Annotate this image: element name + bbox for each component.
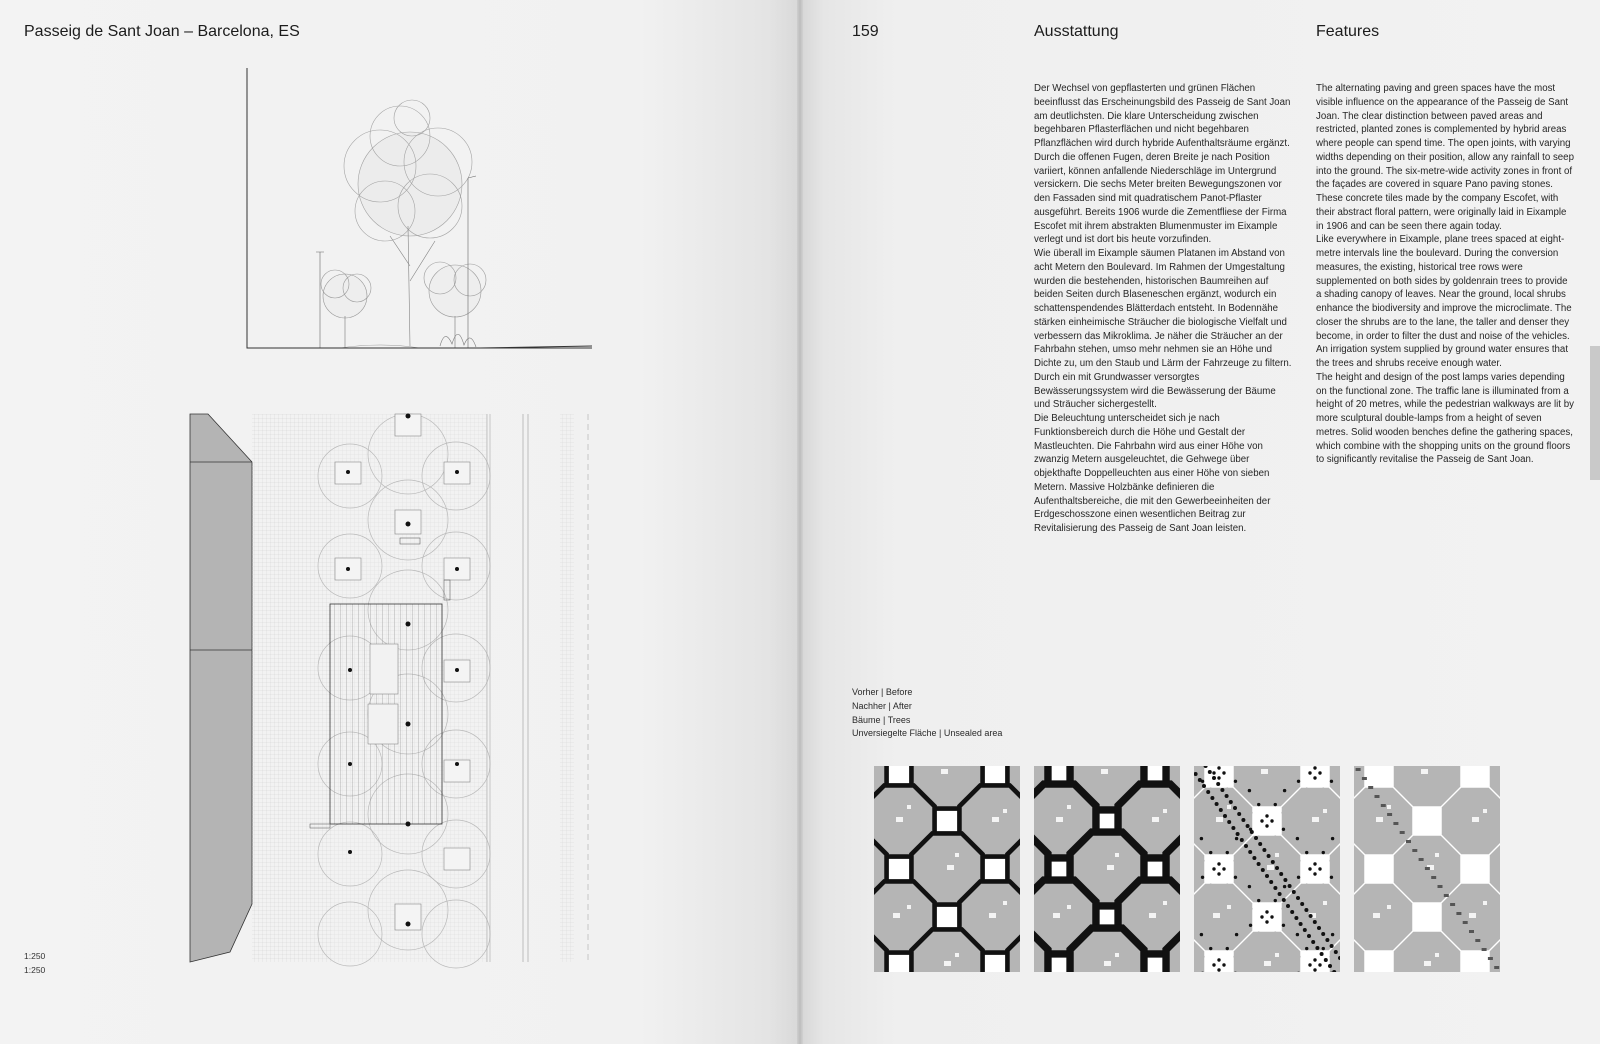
- tree-dot: [1320, 952, 1324, 956]
- paragraph: Like everywhere in Eixample, plane trees spaced at eight-metre intervals line the boulevard. During the conversion measures, the existing, historical tree rows were supplemented on both sides by goldenrain trees to provide a shading canopy of leaves. Near the ground, local shrubs enhance the biodiversity and improve the microclimate. The closer the shrubs are to the lane, the taller and denser they become, in order to filter the dust and noise of the vehicles. An irrigation system supplied by ground water ensures that the trees and shrubs receive enough water.: [1316, 234, 1572, 369]
- tree-dot: [1212, 867, 1215, 870]
- tree-dot: [1309, 914, 1313, 918]
- tree-dot: [1250, 830, 1254, 834]
- tree-dot: [1261, 868, 1265, 872]
- street-plan-drawing: [190, 414, 590, 974]
- unsealed-patch: [1494, 966, 1499, 969]
- paragraph: Der Wechsel von gepflasterten und grünen Flächen beeinflusst das Erscheinungsbild des Passeig de Sant Joan am deutlichsten. Die klare Unterscheidung zwischen begehbaren Pflasterflächen und nicht begehbaren Pflanzflächen wird durch hybride Aufenthaltsräume ergänzt. Durch die offenen Fugen, deren Breite je nach Position variiert, können anfallende Niederschläge im Untergrund versickern. Die sechs Meter breiten Bewegungszonen vor den Fassaden sind mit quadratischem Panot-Pflaster ausgeführt. Bereits 1906 wurde die Zementfliese der Firma Escofet mit ihrem abstrakten Blumenmuster im Eixample verlegt und ist dort bis heute vorzufinden.: [1034, 83, 1291, 246]
- tree-dot: [1265, 824, 1268, 827]
- tree-dot: [1219, 808, 1223, 812]
- unsealed-patch: [1444, 894, 1449, 897]
- tree-dot: [1222, 771, 1225, 774]
- unsealed-patch: [1368, 786, 1373, 789]
- tree-dot: [1241, 818, 1245, 822]
- tree-dot: [1286, 904, 1290, 908]
- tree-dot: [1292, 890, 1296, 894]
- paragraph: The alternating paving and green spaces have the most visible influence on the appearance of the Passeig de Sant Joan. The clear distinction between paved areas and restricted, planted zones is complemented by hybrid areas where people can spend time. The open joints, with varying widths depending on their position, allow any rainfall to seep into the ground. The six-metre-wide activity zones in front of the façades are covered in square Pano paving stones. These concrete tiles made by the company Escofet, with their abstract floral pattern, were originally laid in Eixample in 1906 and can be seen there again today.: [1316, 83, 1574, 232]
- unsealed-patch: [1469, 930, 1474, 933]
- tree-dot: [1283, 878, 1287, 882]
- unsealed-patch: [1463, 921, 1468, 924]
- tree-dot: [1294, 916, 1298, 920]
- tree-dot: [1313, 862, 1316, 865]
- tree-dot: [1313, 872, 1316, 875]
- tree-dot: [1279, 872, 1283, 876]
- legend-item-unsealed: Unversiegelte Fläche | Unsealed area: [852, 728, 1003, 739]
- tree-dot: [1331, 837, 1334, 840]
- diagram-before: [874, 766, 1020, 972]
- tree-dot: [1260, 819, 1263, 822]
- diagram-after: [1034, 766, 1180, 972]
- tree-dot: [1222, 867, 1225, 870]
- tree-dot: [1217, 872, 1220, 875]
- tree-dot: [1254, 836, 1258, 840]
- unsealed-patch: [1375, 795, 1380, 798]
- unsealed-patch: [1438, 885, 1443, 888]
- tree-dot: [1313, 766, 1316, 769]
- header-german: Ausstattung: [1034, 23, 1119, 40]
- tree-dot: [1290, 910, 1294, 914]
- tree-dot: [1258, 842, 1262, 846]
- legend-item-before: Vorher | Before: [852, 687, 913, 697]
- tree-dot: [1330, 780, 1333, 783]
- tree-dot: [1248, 850, 1252, 854]
- tree-dot: [1220, 788, 1224, 792]
- tree-dot: [1278, 892, 1282, 896]
- street-section-drawing: [240, 66, 620, 366]
- tree-dot: [1296, 837, 1299, 840]
- small-tree-right: [424, 262, 486, 348]
- tree-dot: [1237, 812, 1241, 816]
- unsealed-patch: [1482, 948, 1487, 951]
- tree-dot: [1318, 771, 1321, 774]
- unsealed-patch: [1356, 768, 1361, 771]
- tree-dot: [1201, 876, 1204, 879]
- tree-dot: [1265, 910, 1268, 913]
- tree-dot: [1206, 790, 1210, 794]
- tree-dot: [1208, 770, 1212, 774]
- tree-dot: [1313, 968, 1316, 971]
- tree-dot: [1297, 876, 1300, 879]
- unsealed-patch: [1431, 876, 1436, 879]
- tree-dot: [1269, 880, 1273, 884]
- tree-dot: [1233, 806, 1237, 810]
- tree-dot: [1330, 944, 1334, 948]
- tree-dot: [1235, 837, 1238, 840]
- body-text-german: [1034, 82, 1292, 536]
- tree-dot: [1283, 789, 1286, 792]
- tree-dot: [1229, 800, 1233, 804]
- tree-dot: [1273, 886, 1277, 890]
- tree-dot: [1217, 968, 1220, 971]
- tree-dot: [1198, 778, 1202, 782]
- legend-item-trees: Bäume | Trees: [852, 714, 911, 725]
- unsealed-patch: [1450, 903, 1455, 906]
- header-english: Features: [1316, 23, 1380, 40]
- unsealed-patch: [1362, 777, 1367, 780]
- tree-dot: [1248, 885, 1251, 888]
- tree-dot: [1202, 784, 1206, 788]
- book-gutter: [797, 0, 803, 1044]
- tree-dot: [1249, 924, 1252, 927]
- tree-dot: [1305, 947, 1308, 950]
- tree-dot: [1317, 926, 1321, 930]
- tree-dot: [1244, 844, 1248, 848]
- tree-dot: [1265, 920, 1268, 923]
- tree-dot: [1324, 958, 1328, 962]
- tree-dot: [1274, 899, 1277, 902]
- tree-dot: [1282, 828, 1285, 831]
- tree-dot: [1313, 958, 1316, 961]
- tree-dot: [1262, 848, 1266, 852]
- tree-dot: [1265, 874, 1269, 878]
- tree-dot: [1210, 796, 1214, 800]
- diagram-trees: [1194, 766, 1340, 972]
- tree-dot: [1271, 860, 1275, 864]
- unsealed-patch: [1406, 840, 1411, 843]
- tree-dot: [1270, 819, 1273, 822]
- tree-dot: [1322, 851, 1325, 854]
- tree-dot: [1297, 780, 1300, 783]
- tree-dot: [1246, 824, 1250, 828]
- tree-dot: [1212, 963, 1215, 966]
- tree-dot: [1226, 947, 1229, 950]
- tree-dot: [1307, 934, 1311, 938]
- paragraph: Die Beleuchtung unterscheidet sich je nach Funktionsbereich durch die Höhe und Gestalt der Mastleuchten. Die Fahrbahn wird aus einer Höhe von zwanzig Metern ausgeleuchtet, die Gehwege über objekthafte Doppelleuchten aus einer Höhe von sieben Metern. Massive Holzbänke definieren die Aufenthaltsbereiche, die mit den Gewerbeeinheiten der Erdgeschosszone einen wesentlichen Beitrag zur Revitalisierung des Passeig de Sant Joan leisten.: [1034, 413, 1271, 534]
- tree-dot: [1194, 772, 1198, 776]
- tree-dot: [1334, 950, 1338, 954]
- tree-dot: [1257, 803, 1260, 806]
- tree-dot: [1234, 780, 1237, 783]
- unsealed-patch: [1475, 939, 1480, 942]
- tree-dot: [1217, 776, 1220, 779]
- tree-dot: [1265, 814, 1268, 817]
- tree-dot: [1200, 837, 1203, 840]
- body-text-english: [1316, 82, 1574, 467]
- tree-dot: [1331, 933, 1334, 936]
- scale-label: 1:250: [24, 964, 46, 975]
- tree-dot: [1313, 920, 1317, 924]
- tree-dot: [1217, 862, 1220, 865]
- left-page-header: Passeig de Sant Joan – Barcelona, ES: [24, 23, 300, 40]
- tree-dot: [1328, 964, 1332, 968]
- unsealed-patch: [1387, 813, 1392, 816]
- unsealed-patch: [1400, 831, 1405, 834]
- tree-dot: [1288, 884, 1292, 888]
- legend: [852, 686, 1002, 741]
- tree-dot: [1308, 771, 1311, 774]
- tree-dot: [1236, 832, 1240, 836]
- unsealed-patch: [1412, 849, 1417, 852]
- tree-dot: [1274, 803, 1277, 806]
- tree-dot: [1217, 958, 1220, 961]
- tree-dot: [1257, 899, 1260, 902]
- unsealed-patch: [1488, 957, 1493, 960]
- building-footprint: [190, 414, 252, 962]
- scale-label: 1:250: [24, 951, 46, 961]
- tree-dot: [1315, 946, 1319, 950]
- tree-dot: [1212, 771, 1215, 774]
- tree-dot: [1226, 851, 1229, 854]
- tree-dot: [1313, 776, 1316, 779]
- tree-dot: [1216, 782, 1220, 786]
- small-tree-left: [321, 270, 371, 348]
- tree-dot: [1282, 898, 1286, 902]
- tree-dot: [1200, 933, 1203, 936]
- tree-dot: [1267, 854, 1271, 858]
- page-number: 159: [852, 23, 879, 40]
- tree-dot: [1240, 838, 1244, 842]
- tree-dot: [1304, 908, 1308, 912]
- tree-dot: [1212, 776, 1216, 780]
- tree-dot: [1321, 932, 1325, 936]
- tree-dot: [1223, 814, 1227, 818]
- tree-dot: [1283, 885, 1286, 888]
- tree-dot: [1303, 928, 1307, 932]
- tree-dot: [1275, 866, 1279, 870]
- tree-dot: [1308, 963, 1311, 966]
- tree-dot: [1296, 896, 1300, 900]
- page-tab-marker: [1590, 346, 1600, 480]
- tree-dot: [1318, 963, 1321, 966]
- tree-dot: [1299, 922, 1303, 926]
- unsealed-patch: [1393, 822, 1398, 825]
- tree-dot: [1318, 867, 1321, 870]
- tree-dot: [1260, 915, 1263, 918]
- tree-dot: [1252, 856, 1256, 860]
- unsealed-patch: [1425, 867, 1430, 870]
- tree-dot: [1325, 938, 1329, 942]
- paragraph: Wie überall im Eixample säumen Platanen im Abstand von acht Metern den Boulevard. Im Rahmen der Umgestaltung wurden die bestehenden, historischen Baumreihen auf beiden Seiten durch Blaseneschen ergänzt, wodurch ein schattenspendendes Blätterdach entsteht. In Bodennähe stärken einheimische Sträucher die biologische Vielfalt und verbessern das Mikroklima. Je näher die Sträucher an der Fahrbahn stehen, umso mehr nehmen sie an Höhe und Dichte zu, um den Staub und Lärm der Fahrzeuge zu filtern. Durch ein mit Grundwasser versorgtes Bewässerungssystem wird die Bewässerung der Bäume und Sträucher sichergestellt.: [1034, 248, 1292, 411]
- tree-dot: [1209, 947, 1212, 950]
- unsealed-patch: [1419, 858, 1424, 861]
- tree-dot: [1235, 933, 1238, 936]
- tree-dot: [1215, 802, 1219, 806]
- tree-dot: [1296, 933, 1299, 936]
- tree-dot: [1209, 851, 1212, 854]
- tree-dot: [1257, 862, 1261, 866]
- tree-dot: [1322, 947, 1325, 950]
- tree-dot: [1300, 902, 1304, 906]
- diagram-unsealed: [1354, 766, 1500, 972]
- tree-dot: [1248, 789, 1251, 792]
- tree-dot: [1234, 876, 1237, 879]
- legend-item-after: Nachher | After: [852, 700, 912, 711]
- tree-dot: [1227, 820, 1231, 824]
- paragraph: The height and design of the post lamps varies depending on the functional zone. The traffic lane is illuminated from a height of 20 metres, while the pedestrian walkways are lit by more sculptural double-lamps from a height of seven metres. Solid wooden benches define the gathering spaces, which combine with the shopping units on the ground floors to significantly revitalise the Passeig de Sant Joan.: [1316, 371, 1574, 466]
- scale-labels: [24, 950, 45, 977]
- tree-dot: [1270, 915, 1273, 918]
- tree-dot: [1311, 940, 1315, 944]
- unsealed-patch: [1381, 804, 1386, 807]
- unsealed-patch: [1456, 912, 1461, 915]
- tree-dot: [1308, 867, 1311, 870]
- tree-dot: [1305, 851, 1308, 854]
- tree-dot: [1282, 924, 1285, 927]
- tree-dot: [1217, 766, 1220, 769]
- tree-dot: [1231, 826, 1235, 830]
- tree-dot: [1225, 794, 1229, 798]
- tree-dot: [1222, 963, 1225, 966]
- tree-dot: [1330, 876, 1333, 879]
